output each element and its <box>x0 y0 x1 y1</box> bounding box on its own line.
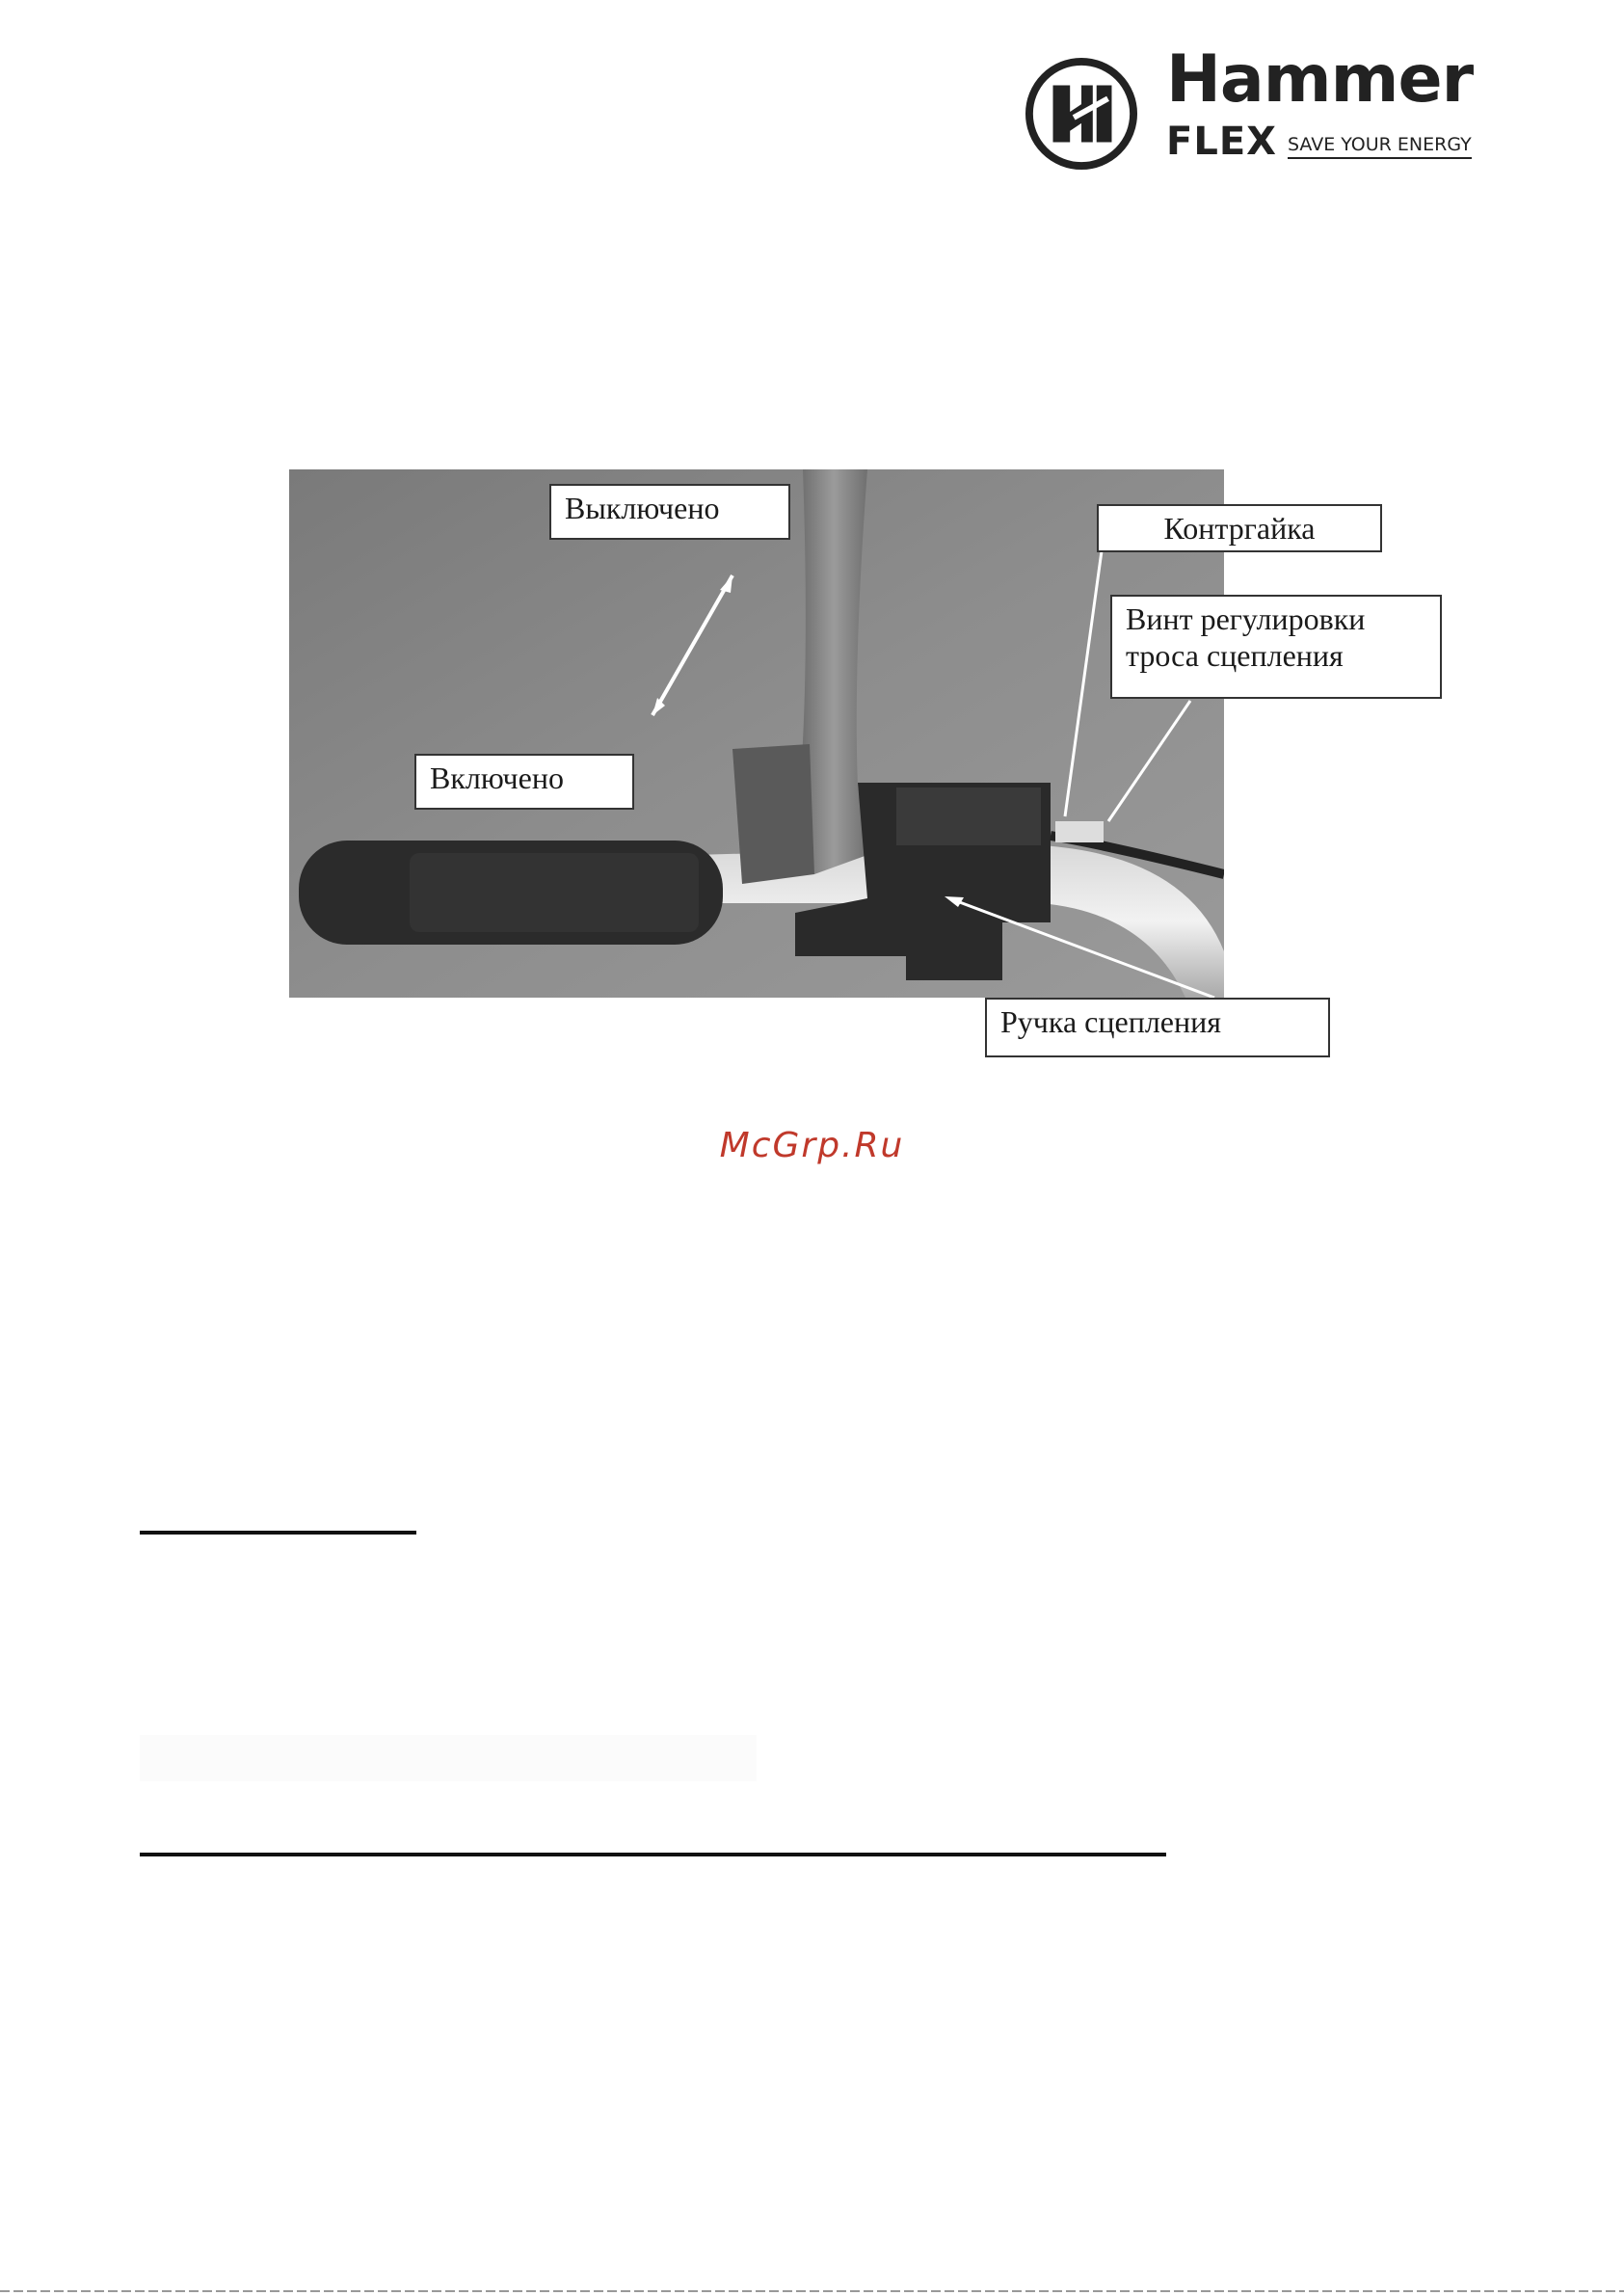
heading-underline-long <box>140 1853 1166 1856</box>
hammer-logo-icon <box>1025 57 1138 171</box>
page-bottom-edge <box>0 2290 1624 2292</box>
callout-off-label: Выключено <box>565 491 720 525</box>
watermark-text: McGrp.Ru <box>719 1126 905 1165</box>
brand-logo <box>1025 41 1487 169</box>
logo-tagline: SAVE YOUR ENERGY <box>1288 136 1472 159</box>
callout-clutch-handle <box>985 998 1330 1057</box>
logo-brand-name: Hammer <box>1166 41 1474 118</box>
callout-adjust-screw-line2: троса сцепления <box>1126 638 1344 673</box>
logo-flex: FLEX <box>1166 120 1277 164</box>
heading-underline-short <box>140 1531 416 1535</box>
clutch-handle-photo <box>289 469 1224 998</box>
callout-on-label: Включено <box>430 761 564 795</box>
callout-locknut <box>1097 504 1382 552</box>
faint-text-block <box>140 1735 757 1781</box>
callout-clutch-handle-label: Ручка сцепления <box>1000 1004 1221 1039</box>
clutch-figure <box>289 469 1446 1067</box>
callout-off <box>549 484 790 540</box>
callout-on <box>414 754 634 810</box>
callout-locknut-label: Контргайка <box>1163 511 1316 546</box>
callout-adjust-screw <box>1110 595 1442 699</box>
callout-adjust-screw-line1: Винт регулировки <box>1126 601 1366 636</box>
